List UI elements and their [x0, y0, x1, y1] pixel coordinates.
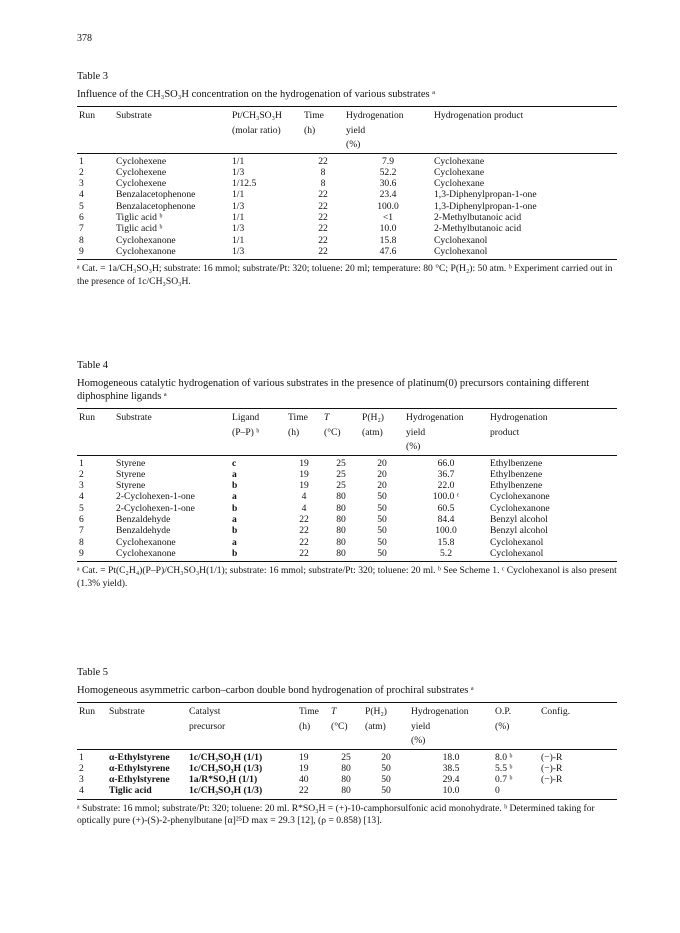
- header-product: Hydrogenation: [488, 409, 617, 425]
- table-cell: 22: [302, 246, 344, 260]
- table-cell: Cyclohexanol: [490, 536, 544, 548]
- table-cell: 22: [318, 223, 328, 235]
- table-4-grid: [77, 408, 617, 562]
- header-yield-unit: (%): [409, 733, 493, 749]
- header-catalyst-sub: precursor: [189, 720, 226, 732]
- table-cell: 100.0: [435, 525, 457, 537]
- header-substrate: Substrate: [107, 703, 187, 719]
- table-cell: 1c/CH₃SO₃H (1/1): [189, 751, 263, 763]
- table-cell: 10.0: [379, 223, 397, 235]
- table-cell: 8: [320, 178, 326, 190]
- table-cell: 22: [318, 200, 328, 212]
- table-row: [77, 785, 617, 799]
- header-pressure-unit: (atm): [365, 720, 386, 732]
- header-time: Time: [286, 409, 322, 425]
- table-cell: 25: [336, 468, 346, 480]
- table-cell: 22: [318, 211, 328, 223]
- table-4-label: Table 4: [77, 360, 109, 371]
- table-cell: α-Ethylstyrene: [109, 751, 170, 763]
- table-cell: 7: [79, 223, 84, 235]
- table-cell: Benzaldehyde: [116, 513, 171, 525]
- table-cell: Benzalacetophenone: [116, 200, 196, 212]
- header-yield: Hydrogenation: [409, 703, 493, 719]
- header-pressure: P(H₂): [363, 703, 409, 719]
- table-cell: 50: [377, 525, 387, 537]
- table-cell: Ethylbenzene: [490, 457, 543, 469]
- table-cell: 4: [79, 491, 84, 503]
- header-ligand-sub: (P–P) ᵇ: [232, 426, 260, 438]
- table-cell: (−)-R: [541, 762, 563, 774]
- table-cell: 7.9: [382, 155, 394, 167]
- table-cell: a: [232, 513, 237, 525]
- table-4: [77, 360, 617, 590]
- table-cell: Cyclohexanone: [116, 536, 176, 548]
- table-cell: 20: [381, 751, 391, 763]
- table-cell: 22: [286, 548, 322, 562]
- table-cell: Cyclohexene: [116, 178, 167, 190]
- table-cell: 50: [377, 536, 387, 548]
- table-row: [77, 749, 617, 763]
- header-run: Run: [77, 703, 107, 719]
- table-cell: 80: [341, 774, 351, 786]
- header-ratio: Pt/CH₃SO₃H: [230, 107, 302, 123]
- table-5-grid: [77, 702, 617, 800]
- table-cell: Cyclohexanol: [434, 234, 488, 246]
- table-cell: 5.2: [404, 548, 488, 562]
- table-cell: 4: [79, 189, 84, 201]
- header-time-unit: (h): [288, 426, 300, 438]
- table-cell: 2: [79, 468, 84, 480]
- table-cell: 22.0: [437, 480, 455, 492]
- table-cell: 5.5 ᵇ: [495, 762, 513, 774]
- table-row: [77, 480, 617, 491]
- table-row: [77, 548, 617, 562]
- table-cell: b: [230, 548, 286, 562]
- table-cell: 4: [77, 785, 107, 799]
- table-cell: 80: [329, 785, 363, 799]
- table-cell: (−)-R: [541, 751, 563, 763]
- table-cell: Cyclohexanone: [114, 246, 230, 260]
- table-cell: 10.0: [409, 785, 493, 799]
- header-catalyst: Catalyst: [187, 703, 297, 719]
- table-cell: 80: [336, 491, 346, 503]
- table-row: [77, 525, 617, 536]
- table-cell: Styrene: [116, 468, 146, 480]
- table-cell: b: [232, 502, 238, 514]
- header-ratio-unit: (molar ratio): [232, 124, 281, 136]
- table-cell: Benzyl alcohol: [490, 513, 548, 525]
- table-row: [77, 178, 617, 189]
- table-cell: 36.7: [437, 468, 455, 480]
- table-cell: 22: [299, 525, 309, 537]
- table-cell: 20: [377, 468, 387, 480]
- header-pressure-unit: (atm): [362, 426, 383, 438]
- header-temperature-unit: (°C): [324, 426, 341, 438]
- table-cell: 1a/R*SO₃H (1/1): [189, 774, 258, 786]
- table-cell: 1,3-Diphenylpropan-1-one: [434, 200, 537, 212]
- table-cell: 22: [318, 155, 328, 167]
- table-cell: a: [232, 491, 237, 503]
- table-cell: 1: [79, 457, 84, 469]
- table-cell: 7: [79, 525, 84, 537]
- table-cell: 19: [299, 480, 309, 492]
- header-substrate: Substrate: [114, 107, 230, 123]
- table-cell: 80: [336, 525, 346, 537]
- table-cell: 19: [299, 468, 309, 480]
- table-cell: 1: [79, 155, 84, 167]
- table-cell: 1/3: [232, 223, 245, 235]
- table-cell: 8.0 ᵇ: [495, 751, 513, 763]
- header-time: Time: [297, 703, 329, 719]
- header-yield-sub: yield: [346, 124, 366, 136]
- table-cell: 100.0 ᶜ: [432, 491, 460, 503]
- table-cell: 80: [341, 762, 351, 774]
- header-temperature: T: [322, 409, 360, 425]
- table-cell: 2: [79, 166, 84, 178]
- table-cell: 1/12.5: [232, 178, 257, 190]
- table-cell: 20: [377, 480, 387, 492]
- header-time-unit: (h): [304, 124, 316, 136]
- table-3-label: Table 3: [77, 71, 109, 82]
- table-cell: 1/1: [232, 155, 245, 167]
- table-row: [77, 469, 617, 480]
- table-cell: 47.6: [344, 246, 432, 260]
- table-cell: 9: [77, 548, 114, 562]
- table-cell: 19: [299, 457, 309, 469]
- table-5-footnote: ᵃ Substrate: 16 mmol; substrate/Pt: 320; toluene: 20 ml. R*SO₃H = (+)-10-camphorsulfonic acid monohydrate. ᵇ Determined taking for optically pure (+)-(S)-2-phenylbutane [α]²⁵D max = 29.3 [12], (ρ = 0.858) [13].: [77, 802, 595, 827]
- table-cell: 50: [377, 513, 387, 525]
- table-cell: 2: [79, 762, 84, 774]
- table-cell: 50: [381, 774, 391, 786]
- table-cell: 1c/CH₃SO₃H (1/3): [187, 785, 297, 799]
- table-5-label: Table 5: [77, 667, 109, 678]
- table-cell: Tiglic acid: [107, 785, 187, 799]
- table-cell: Tiglic acid ᵇ: [116, 211, 163, 223]
- table-cell: 3: [79, 774, 84, 786]
- table-cell: 23.4: [379, 189, 397, 201]
- table-cell: Tiglic acid ᵇ: [116, 223, 163, 235]
- table-row: [77, 167, 617, 178]
- table-cell: (−)-R: [541, 774, 563, 786]
- table-cell: 22: [318, 234, 328, 246]
- header-yield-unit: (%): [344, 137, 432, 153]
- table-cell: 8: [79, 536, 84, 548]
- table-cell: <1: [382, 211, 394, 223]
- table-cell: 22: [299, 536, 309, 548]
- table-row: [77, 246, 617, 260]
- table-cell: 80: [336, 513, 346, 525]
- table-cell: Styrene: [116, 480, 146, 492]
- table-cell: 25: [341, 751, 351, 763]
- table-3: [77, 71, 617, 288]
- table-cell: 1: [79, 751, 84, 763]
- table-cell: 4: [301, 491, 307, 503]
- table-cell: 3: [79, 480, 84, 492]
- table-cell: 50: [377, 502, 387, 514]
- table-3-grid: [77, 106, 617, 260]
- table-cell: 3: [79, 178, 84, 190]
- header-time: Time: [302, 107, 344, 123]
- table-cell: 80: [322, 548, 360, 562]
- table-cell: Cyclohexanone: [490, 491, 550, 503]
- table-cell: 100.0: [377, 200, 399, 212]
- table-cell: 18.0: [442, 751, 460, 763]
- table-row: [77, 201, 617, 212]
- header-temperature: T: [329, 703, 363, 719]
- table-cell: 50: [360, 548, 404, 562]
- header-pressure: P(H₂): [360, 409, 404, 425]
- table-cell: 50: [381, 762, 391, 774]
- table-cell: 15.8: [437, 536, 455, 548]
- header-product: Hydrogenation product: [432, 107, 617, 123]
- table-3-title: Influence of the CH₃SO₃H concentration on the hydrogenation of various substrates ᵃ: [77, 89, 436, 100]
- table-cell: α-Ethylstyrene: [109, 774, 170, 786]
- table-cell: 40: [299, 774, 309, 786]
- table-cell: 15.8: [379, 234, 397, 246]
- table-cell: 52.2: [379, 166, 397, 178]
- table-cell: 50: [377, 491, 387, 503]
- table-cell: 1/1: [232, 234, 245, 246]
- table-cell: 1/1: [232, 189, 245, 201]
- table-row: [77, 189, 617, 200]
- table-cell: 6: [79, 513, 84, 525]
- header-ligand: Ligand: [230, 409, 286, 425]
- table-cell: Cyclohexane: [434, 155, 485, 167]
- table-cell: 50: [363, 785, 409, 799]
- table-cell: 19: [299, 751, 309, 763]
- table-row: [77, 491, 617, 502]
- table-cell: 25: [336, 480, 346, 492]
- table-cell: 8: [320, 166, 326, 178]
- table-cell: Cyclohexanone: [490, 502, 550, 514]
- header-product-sub: product: [490, 426, 520, 438]
- header-config: Config.: [539, 703, 617, 719]
- table-cell: Benzalacetophenone: [116, 189, 196, 201]
- table-cell: 9: [77, 246, 114, 260]
- table-cell: a: [232, 536, 237, 548]
- header-temperature-unit: (°C): [331, 720, 348, 732]
- page-number: 378: [77, 33, 92, 44]
- table-cell: Cyclohexanol: [488, 548, 617, 562]
- table-cell: Benzyl alcohol: [490, 525, 548, 537]
- table-4-title: Homogeneous catalytic hydrogenation of various substrates in the presence of platinum(0) precursors containing different diphosphine ligands ᵃ: [77, 378, 590, 402]
- header-yield: Hydrogenation: [344, 107, 432, 123]
- table-cell: 6: [79, 211, 84, 223]
- table-cell: Benzaldehyde: [116, 525, 171, 537]
- header-run: Run: [77, 107, 114, 123]
- table-cell: 22: [318, 189, 328, 201]
- table-cell: 0.7 ᵇ: [495, 774, 513, 786]
- table-cell: Cyclohexane: [434, 178, 485, 190]
- table-cell: 19: [299, 762, 309, 774]
- table-cell: Cyclohexene: [116, 155, 167, 167]
- table-4-footnote: ᵃ Cat. = Pt(C₂H₄)(P–P)/CH₃SO₃H(1/1); substrate: 16 mmol; substrate/Pt: 320; toluene: 20 ml. ᵇ See Scheme 1. ᶜ Cyclohexanol is also present (1.3% yield).: [77, 565, 617, 589]
- table-row: [77, 455, 617, 469]
- table-row: [77, 223, 617, 234]
- table-cell: 4: [301, 502, 307, 514]
- header-time-unit: (h): [299, 720, 311, 732]
- table-row: [77, 212, 617, 223]
- header-yield-unit: (%): [404, 439, 488, 455]
- header-optical-purity-unit: (%): [495, 720, 510, 732]
- table-cell: b: [232, 525, 238, 537]
- table-cell: 20: [377, 457, 387, 469]
- header-optical-purity: O.P.: [493, 703, 539, 719]
- table-cell: 60.5: [437, 502, 455, 514]
- table-cell: Cyclohexene: [116, 166, 167, 178]
- table-cell: 8: [79, 234, 84, 246]
- table-cell: Cyclohexanone: [116, 234, 176, 246]
- table-cell: 25: [336, 457, 346, 469]
- table-cell: 2-Methylbutanoic acid: [434, 211, 522, 223]
- table-row: [77, 514, 617, 525]
- table-cell: Cyclohexane: [434, 166, 485, 178]
- table-row: [77, 153, 617, 167]
- table-row: [77, 774, 617, 785]
- table-cell: 1c/CH₃SO₃H (1/3): [189, 762, 263, 774]
- table-cell: [539, 785, 617, 799]
- table-cell: 2-Methylbutanoic acid: [434, 223, 522, 235]
- table-5: [77, 667, 617, 828]
- table-3-footnote: ᵃ Cat. = 1a/CH₃SO₃H; substrate: 16 mmol; substrate/Pt: 320; toluene: 20 ml; temperature: 80 °C; P(H₂): 50 atm. ᵇ Experiment carried out in the presence of 1c/CH₃SO₃H.: [77, 263, 613, 287]
- table-cell: Ethylbenzene: [490, 480, 543, 492]
- table-cell: Cyclohexanone: [114, 548, 230, 562]
- header-substrate: Substrate: [114, 409, 230, 425]
- table-5-title: Homogeneous asymmetric carbon–carbon double bond hydrogenation of prochiral substrates ᵃ: [77, 685, 474, 696]
- table-cell: 1,3-Diphenylpropan-1-one: [434, 189, 537, 201]
- table-row: [77, 763, 617, 774]
- header-yield-sub: yield: [411, 720, 431, 732]
- table-cell: 84.4: [437, 513, 455, 525]
- table-cell: 1/3: [232, 166, 245, 178]
- table-cell: Ethylbenzene: [490, 468, 543, 480]
- table-cell: Styrene: [116, 457, 146, 469]
- table-cell: a: [232, 468, 237, 480]
- table-cell: 2-Cyclohexen-1-one: [116, 502, 195, 514]
- header-run: Run: [77, 409, 114, 425]
- table-cell: 30.6: [379, 178, 397, 190]
- header-yield-sub: yield: [406, 426, 426, 438]
- table-cell: 0: [493, 785, 539, 799]
- table-row: [77, 503, 617, 514]
- table-cell: 38.5: [442, 762, 460, 774]
- table-cell: Cyclohexanol: [432, 246, 617, 260]
- table-cell: 66.0: [437, 457, 455, 469]
- table-cell: 22: [299, 513, 309, 525]
- table-row: [77, 235, 617, 246]
- table-cell: 80: [336, 502, 346, 514]
- table-cell: 2-Cyclohexen-1-one: [116, 491, 195, 503]
- table-row: [77, 537, 617, 548]
- table-cell: 22: [297, 785, 329, 799]
- table-cell: 1/3: [230, 246, 302, 260]
- table-cell: 29.4: [442, 774, 460, 786]
- table-cell: 1/1: [232, 211, 245, 223]
- table-cell: c: [232, 457, 237, 469]
- table-cell: α-Ethylstyrene: [109, 762, 170, 774]
- table-cell: 5: [79, 502, 84, 514]
- header-yield: Hydrogenation: [404, 409, 488, 425]
- table-cell: b: [232, 480, 238, 492]
- table-cell: 80: [336, 536, 346, 548]
- table-cell: 5: [79, 200, 84, 212]
- table-cell: 1/3: [232, 200, 245, 212]
